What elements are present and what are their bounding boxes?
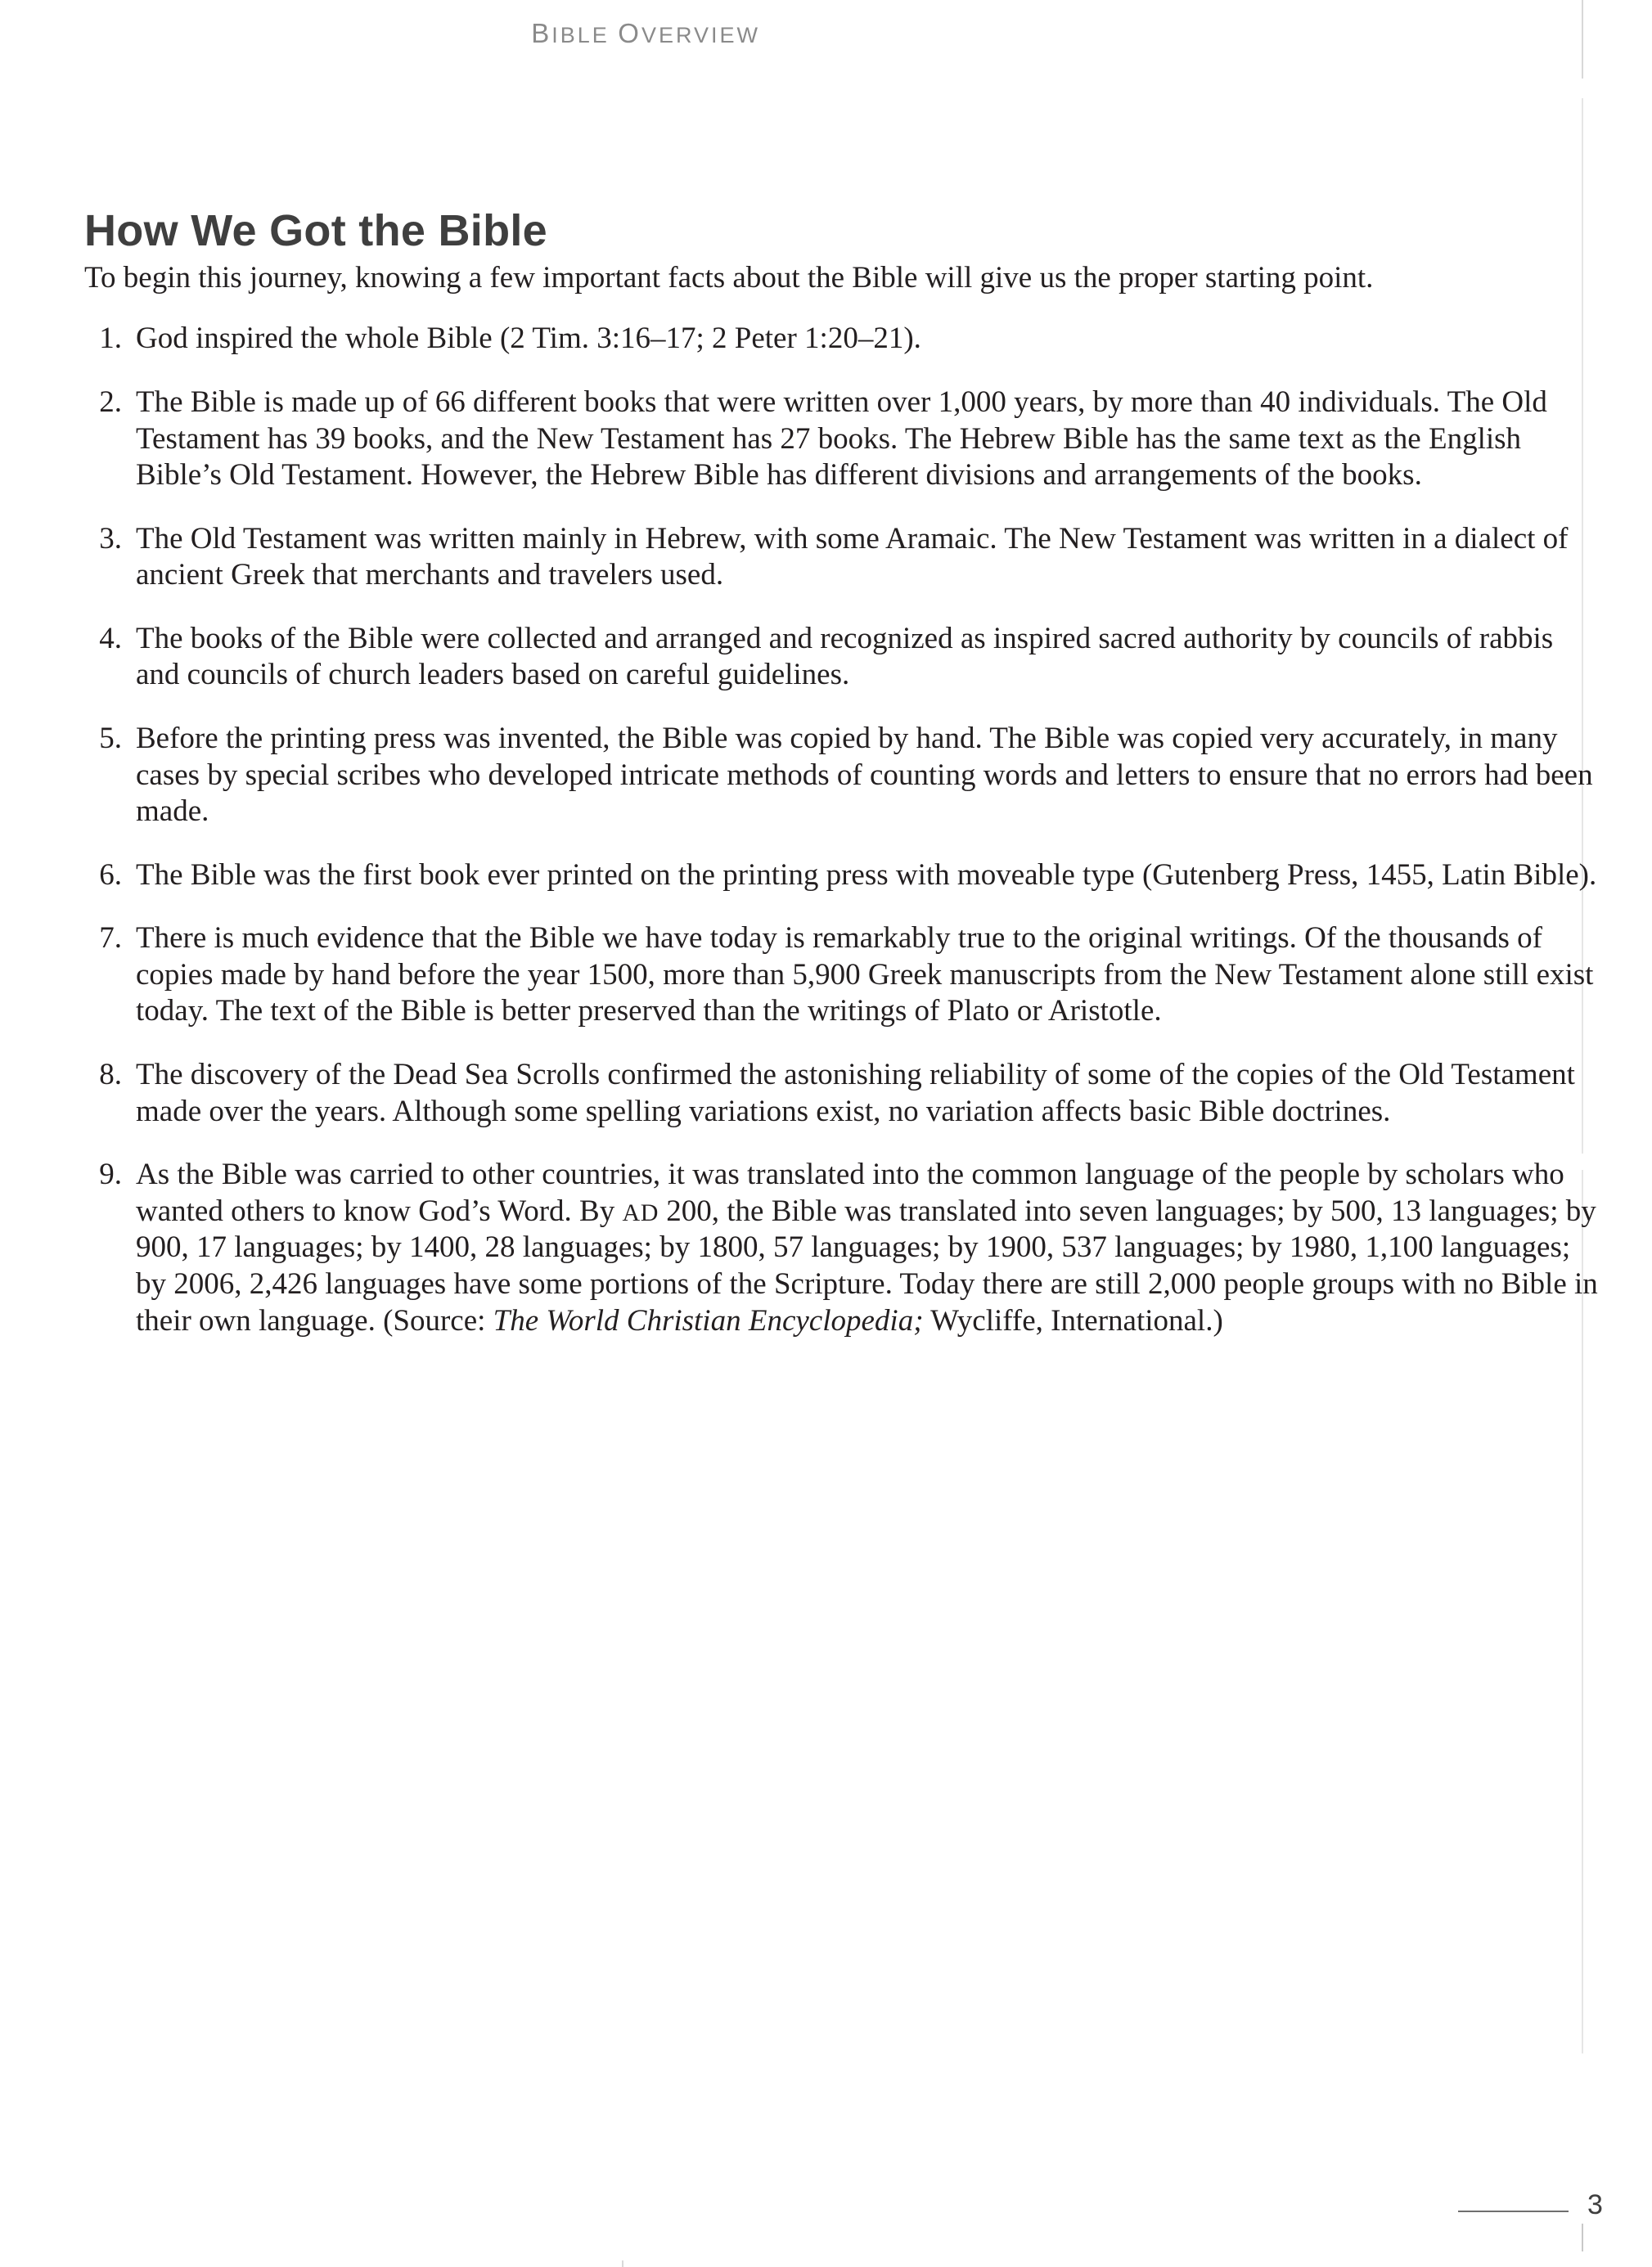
footer-edge-tick <box>1582 2224 1583 2251</box>
list-item-text: There is much evidence that the Bible we have today is remarkably true to the original writings. Of the thousands of copies made by hand before the year 1500, more than 5,900 Greek manuscripts from the New Testament alone still exist today. The text of the Bible is better preserved than the writings of Plato or Aristotle. <box>136 921 1594 1028</box>
bottom-edge-mark <box>622 2260 623 2267</box>
list-item-number: 3. <box>99 521 122 556</box>
list-item <box>84 1157 1600 1339</box>
list-item <box>84 920 1600 1030</box>
footer-rule <box>1458 2211 1569 2212</box>
list-item-text: The Bible was the first book ever printed on the printing press with moveable type (Gutenberg Press, 1455, Latin Bible). <box>136 857 1597 892</box>
list-item-number: 5. <box>99 722 122 756</box>
lead-paragraph: To begin this journey, knowing a few important facts about the Bible will give us the proper starting point. <box>84 261 1374 295</box>
list-item-text: The Bible is made up of 66 different books that were written over 1,000 years, by more than 40 individuals. The Old Testament has 39 books, and the New Testament has 27 books. The Hebrew Bible has the same text as the English Bible’s Old Testament. However, the Hebrew Bible has different divisions and arrangements of the books. <box>136 385 1547 493</box>
list-item-text-part-3: Wycliffe, International.) <box>923 1303 1223 1338</box>
list-item-number: 8. <box>99 1058 122 1092</box>
page-title: How We Got the Bible <box>84 206 548 256</box>
list-item-number: 7. <box>99 921 122 956</box>
running-head-initial-b: B <box>531 18 552 48</box>
header-vertical-rule <box>1582 0 1583 79</box>
list-item <box>84 1057 1600 1130</box>
list-item <box>84 521 1600 594</box>
list-item-text: The discovery of the Dead Sea Scrolls confirmed the astonishing reliability of some of the copies of the Old Testament made over the years. Although some spelling variations exist, no variation affects basic Bible doctrines. <box>136 1058 1575 1128</box>
list-item-number: 1. <box>99 322 122 356</box>
running-head-ible: IBLE <box>551 23 610 47</box>
list-item-text-part-2: 200, the Bible was translated into seven languages; by 500, 13 languages; by 900, 17 languages; by 1400, 28 languages; by 1800, 57 languages; by 1900, 537 languages; by 1980, 1,100 languages; by 2006, 2,426 languages have some portions of the Scripture. Today there are still 2,000 people groups with no Bible in their own language. (Source: <box>136 1194 1598 1338</box>
list-item-number: 2. <box>99 385 122 419</box>
list-item-text: The Old Testament was written mainly in Hebrew, with some Aramaic. The New Testament was written in a dialect of ancient Greek that merchants and travelers used. <box>136 521 1569 592</box>
list-item-text-part-1: As the Bible was carried to other countries, it was translated into the common language of the people by scholars who wanted others to know God’s Word. By <box>136 1158 1564 1228</box>
running-head-initial-o: O <box>618 18 641 48</box>
document-body <box>84 260 1598 1366</box>
list-item-number: 6. <box>99 857 122 892</box>
list-item <box>84 721 1600 830</box>
source-title-italic: The World Christian Encyclopedia; <box>493 1303 924 1338</box>
list-item <box>84 621 1600 694</box>
running-head <box>531 18 760 49</box>
list-item-text: God inspired the whole Bible (2 Tim. 3:16–17; 2 Peter 1:20–21). <box>136 322 921 356</box>
page-number: 3 <box>1587 2189 1603 2220</box>
list-item <box>84 321 1600 358</box>
list-item-text: Before the printing press was invented, the Bible was copied by hand. The Bible was copied very accurately, in many cases by special scribes who developed intricate methods of counting words and letters to ensure that no errors had been made. <box>136 722 1593 829</box>
list-item-number: 9. <box>99 1158 122 1192</box>
list-item <box>84 857 1600 894</box>
ad-small-caps: AD <box>622 1199 659 1226</box>
facts-list <box>84 321 1598 1339</box>
running-head-verview: VERVIEW <box>641 23 760 47</box>
list-item <box>84 385 1600 494</box>
list-item-text: The books of the Bible were collected and arranged and recognized as inspired sacred authority by councils of rabbis and councils of church leaders based on careful guidelines. <box>136 621 1554 692</box>
list-item-number: 4. <box>99 621 122 655</box>
